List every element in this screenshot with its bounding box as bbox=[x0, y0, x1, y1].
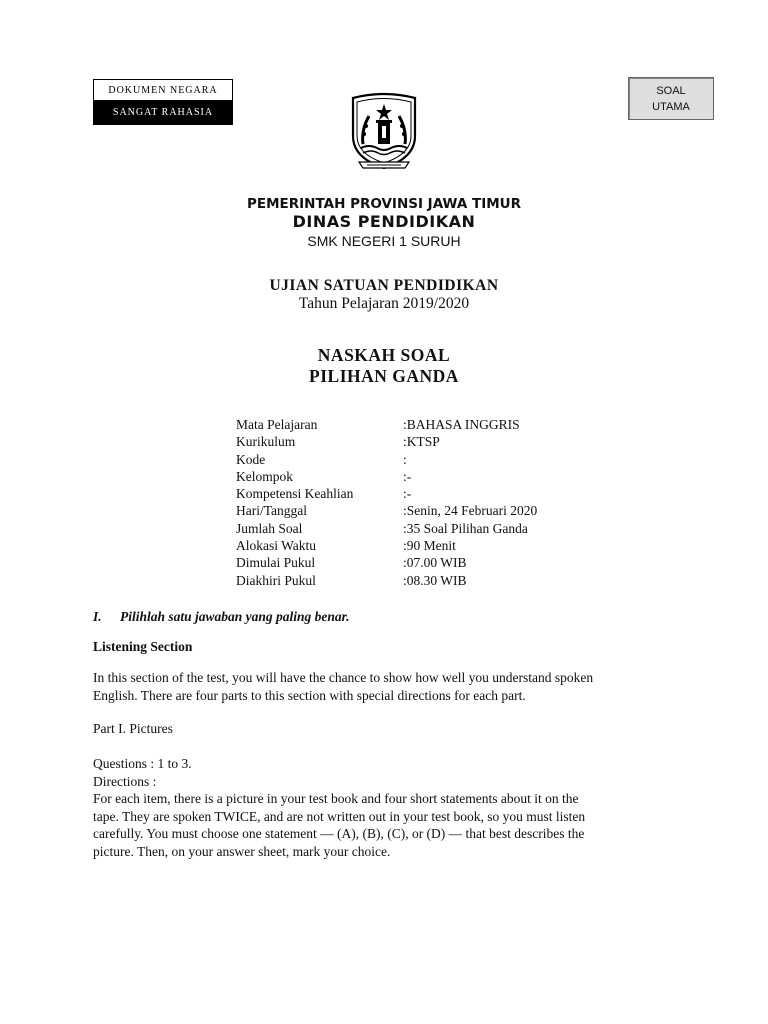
intro-line: In this section of the test, you will have the chance to show how well you understand spoken bbox=[93, 670, 594, 685]
info-value: :90 Menit bbox=[403, 538, 456, 554]
soal-utama-box bbox=[628, 77, 714, 120]
section-title: Listening Section bbox=[93, 639, 193, 654]
info-label: Kelompok bbox=[236, 468, 293, 484]
instruction-line bbox=[93, 608, 683, 626]
school-name: SMK NEGERI 1 SURUH bbox=[307, 233, 461, 249]
info-value: :- bbox=[403, 468, 412, 484]
utama-label: UTAMA bbox=[652, 100, 690, 113]
info-label: Jumlah Soal bbox=[236, 520, 303, 536]
info-label: Mata Pelajaran bbox=[236, 417, 318, 432]
info-row bbox=[236, 417, 596, 434]
info-value: :Senin, 24 Februari 2020 bbox=[403, 503, 538, 519]
info-label: Kode bbox=[236, 451, 266, 467]
info-value: :- bbox=[403, 486, 412, 502]
classification-bottom-label: SANGAT RAHASIA bbox=[94, 100, 232, 124]
info-label: Alokasi Waktu bbox=[236, 538, 317, 554]
info-row bbox=[236, 555, 596, 572]
directions-label: Directions : bbox=[93, 773, 157, 789]
instruction-text: Pilihlah satu jawaban yang paling benar. bbox=[120, 609, 350, 624]
info-value: :08.30 WIB bbox=[403, 572, 467, 588]
document-title-line1: NASKAH SOAL bbox=[317, 345, 451, 365]
intro-paragraph bbox=[93, 669, 683, 704]
info-row bbox=[236, 452, 596, 469]
instruction-number: I. bbox=[93, 609, 102, 624]
directions-line: For each item, there is a picture in your test book and four short statements about it on the bbox=[93, 791, 579, 806]
info-row bbox=[236, 573, 596, 590]
document-title-line2: PILIHAN GANDA bbox=[309, 366, 459, 386]
classification-top-label: DOKUMEN NEGARA bbox=[94, 80, 232, 100]
directions-line: tape. They are spoken TWICE, and are not written out in your test book, so you must listen bbox=[93, 808, 586, 824]
directions-line: picture. Then, on your answer sheet, mark your choice. bbox=[93, 843, 391, 859]
info-value: : bbox=[403, 451, 407, 467]
questions-range: Questions : 1 to 3. bbox=[93, 756, 192, 771]
info-row bbox=[236, 503, 596, 520]
info-value: :KTSP bbox=[403, 434, 440, 450]
directions-block bbox=[93, 755, 683, 860]
directions-line: carefully. You must choose one statement — (A), (B), (C), or (D) — that best describes the bbox=[93, 826, 585, 841]
info-value: :35 Soal Pilihan Ganda bbox=[403, 520, 528, 536]
department-title: DINAS PENDIDIKAN bbox=[292, 212, 476, 231]
info-row bbox=[236, 469, 596, 486]
info-label: Diakhiri Pukul bbox=[236, 572, 316, 588]
info-value: :07.00 WIB bbox=[403, 555, 467, 571]
exam-info-table bbox=[236, 417, 596, 590]
info-label: Hari/Tanggal bbox=[236, 503, 308, 519]
info-row bbox=[236, 434, 596, 451]
info-value: :BAHASA INGGRIS bbox=[403, 417, 520, 432]
info-label: Dimulai Pukul bbox=[236, 555, 316, 571]
government-title: PEMERINTAH PROVINSI JAWA TIMUR bbox=[246, 196, 522, 212]
info-row bbox=[236, 486, 596, 503]
academic-year: Tahun Pelajaran 2019/2020 bbox=[298, 295, 470, 312]
info-label: Kompetensi Keahlian bbox=[236, 486, 354, 502]
info-label: Kurikulum bbox=[236, 434, 296, 450]
classification-box bbox=[93, 79, 233, 125]
soal-label: SOAL bbox=[656, 84, 686, 97]
info-row bbox=[236, 538, 596, 555]
intro-line: English. There are four parts to this section with special directions for each part. bbox=[93, 687, 526, 703]
jawa-timur-crest-icon bbox=[347, 92, 421, 172]
exam-title: UJIAN SATUAN PENDIDIKAN bbox=[269, 277, 499, 294]
info-row bbox=[236, 521, 596, 538]
part-title: Part I. Pictures bbox=[93, 721, 173, 736]
